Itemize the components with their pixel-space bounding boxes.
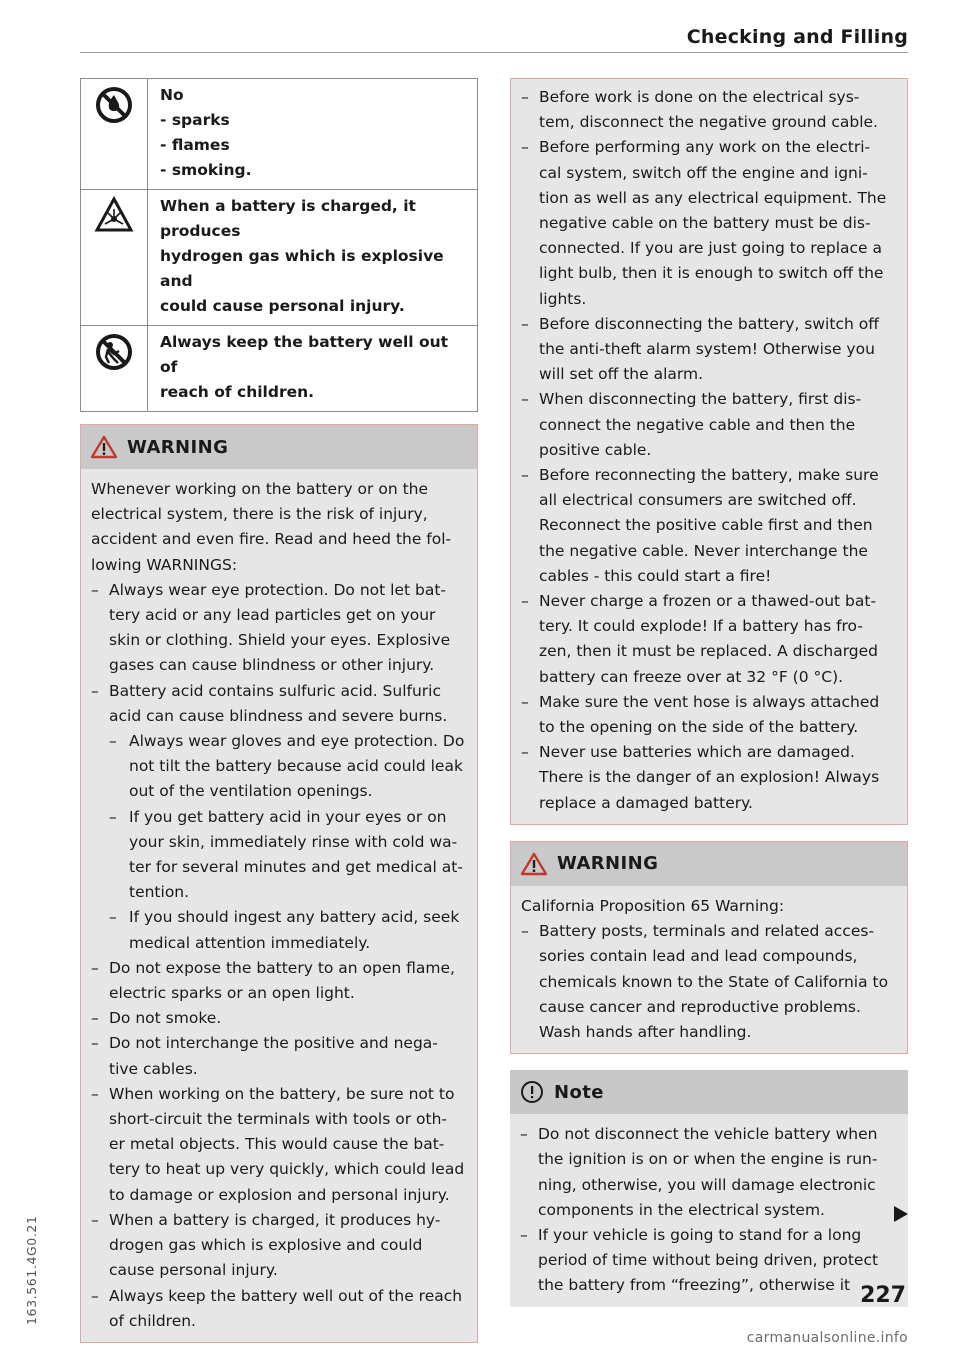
list-subitem: – Always wear gloves and eye protection. Do not tilt the battery because acid could leak out of the ventilation openings. [109, 729, 467, 805]
warning-continued-body [511, 79, 907, 824]
list-item-text: Battery acid contains sulfuric acid. Sulfuric acid can cause blindness and severe burns. [109, 681, 448, 725]
safety-line: hydrogen gas which is explosive and [160, 247, 444, 290]
list-item: – Never charge a frozen or a thawed-out bat- tery. It could explode! If a battery has fro- zen, then it must be replaced. A discharged battery can freeze over at 32 °F (0 °C). [521, 589, 897, 690]
list-item: – Always keep the battery well out of the reach of children. [91, 1284, 467, 1334]
right-column [510, 78, 908, 1307]
list-item: – Never use batteries which are damaged. There is the danger of an explosion! Always replace a damaged battery. [521, 740, 897, 816]
warning-body [81, 469, 477, 1342]
warning-header [511, 842, 907, 886]
list-item: – When disconnecting the battery, first dis- connect the negative cable and then the positive cable. [521, 387, 897, 463]
list-item: – Do not disconnect the vehicle battery when the ignition is on or when the engine is run- ning, otherwise, you will damage electronic components in the electrical system. [520, 1122, 898, 1223]
explosive-gas-icon [94, 196, 134, 234]
warning-triangle-icon [91, 435, 117, 459]
warning-box-prop65 [510, 841, 908, 1054]
left-column [80, 78, 478, 1343]
list-item: – When working on the battery, be sure not to short-circuit the terminals with tools or oth- er metal objects. This would cause the bat- tery to heat up very quickly, which could lead to damage or explosion and personal injury. [91, 1082, 467, 1208]
warning-list [91, 578, 467, 1334]
safety-row-no-fire [81, 79, 478, 190]
safety-line: Always keep the battery well out of [160, 333, 449, 376]
warning-box-continued [510, 78, 908, 825]
section-title: Checking and Filling [686, 26, 908, 48]
list-item: – Before performing any work on the electri- cal system, switch off the engine and igni- tion as well as any electrical equipment. The negative cable on the battery must be dis- connected. If you are just going to replace a light bulb, then it is enough to switch off the lights. [521, 135, 897, 311]
warning-sublist [109, 729, 467, 956]
safety-line: No [160, 86, 184, 104]
safety-row-explosive-gas [81, 190, 478, 326]
safety-symbol-table [80, 78, 478, 412]
note-list [520, 1122, 898, 1298]
page-number: 227 [860, 1283, 906, 1308]
no-fire-icon [94, 85, 134, 125]
list-subitem: – If you should ingest any battery acid, seek medical attention immediately. [109, 905, 467, 955]
safety-line: reach of children. [160, 383, 315, 401]
list-item: – Before work is done on the electrical sys- tem, disconnect the negative ground cable. [521, 85, 897, 135]
safety-line: When a battery is charged, it produces [160, 197, 416, 240]
list-subitem: – If you get battery acid in your eyes or on your skin, immediately rinse with cold wa- ter for several minutes and get medical at- tention. [109, 805, 467, 906]
warning-box-battery [80, 424, 478, 1343]
document-code: 163.561.4G0.21 [24, 1215, 39, 1325]
list-item: – When a battery is charged, it produces hy- drogen gas which is explosive and could cause personal injury. [91, 1208, 467, 1284]
safety-line: - sparks [160, 111, 230, 129]
safety-line: - smoking. [160, 161, 252, 179]
warning-continued-list [521, 85, 897, 816]
list-item: – Do not interchange the positive and nega- tive cables. [91, 1031, 467, 1081]
note-title: Note [554, 1081, 604, 1103]
watermark: carmanualsonline.info [746, 1330, 908, 1346]
safety-line: could cause personal injury. [160, 297, 405, 315]
safety-line: - flames [160, 136, 230, 154]
warning-title: WARNING [557, 853, 659, 875]
warning-list [521, 919, 897, 1045]
keep-away-from-children-icon [94, 332, 134, 372]
list-item: – Do not smoke. [91, 1006, 467, 1031]
note-box [510, 1070, 908, 1306]
warning-title: WARNING [127, 436, 229, 458]
header-rule [80, 52, 908, 53]
note-body [510, 1114, 908, 1306]
list-item: – If your vehicle is going to stand for a long period of time without being driven, protect the battery from “freezing”, otherwise it [520, 1223, 898, 1299]
list-item: – Make sure the vent hose is always attached to the opening on the side of the battery. [521, 690, 897, 740]
list-item: – Do not expose the battery to an open flame, electric sparks or an open light. [91, 956, 467, 1006]
warning-body [511, 886, 907, 1053]
info-circle-icon [520, 1080, 544, 1104]
warning-triangle-icon [521, 852, 547, 876]
warning-header [81, 425, 477, 469]
warning-intro: Whenever working on the battery or on the electrical system, there is the risk of injury, accident and even fire. Read and heed the fol- lowing WARNINGS: [91, 480, 452, 574]
list-item: – Before disconnecting the battery, switch off the anti-theft alarm system! Otherwise you will set off the alarm. [521, 312, 897, 388]
list-item: – Battery posts, terminals and related acces- sories contain lead and lead compounds, chemicals known to the State of California to cause cancer and reproductive problems. Wash hands after handling. [521, 919, 897, 1045]
list-item: – Before reconnecting the battery, make sure all electrical consumers are switched off. Reconnect the positive cable first and then the negative cable. Never interchange the cables - this could start a fire! [521, 463, 897, 589]
list-item: – Always wear eye protection. Do not let bat- tery acid or any lead particles get on your skin or clothing. Shield your eyes. Explosive gases can cause blindness or other injury. [91, 578, 467, 679]
continue-arrow-icon [894, 1206, 908, 1226]
safety-row-children [81, 326, 478, 412]
warning-intro: California Proposition 65 Warning: [521, 896, 785, 915]
list-item [91, 679, 467, 956]
note-header [510, 1070, 908, 1114]
